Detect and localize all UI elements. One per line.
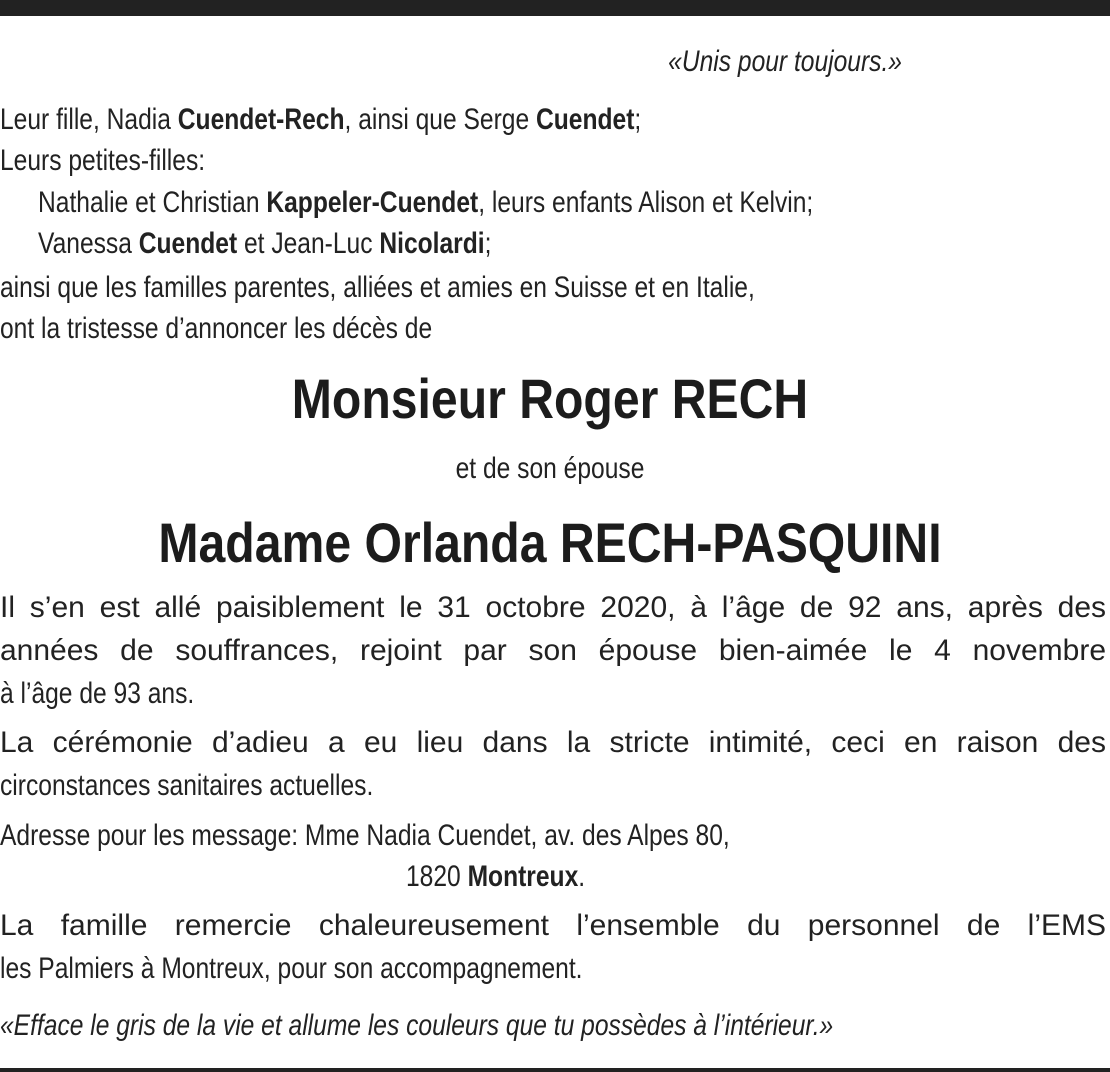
surname: Kappeler-Cuendet — [266, 186, 479, 219]
body-p4-line1: La famille remercie chaleureusement l’ensemble du personnel de l’EMS — [0, 909, 1106, 942]
text-span: , leurs enfants Alison et Kelvin; — [478, 186, 814, 219]
opening-quote: «Unis pour toujours.» — [668, 45, 902, 78]
surname: Cuendet-Rech — [177, 103, 345, 136]
body-p4-line2: les Palmiers à Montreux, pour son accompagnement. — [0, 952, 583, 985]
deceased-name-husband: Monsieur Roger RECH — [291, 367, 809, 430]
bottom-rule — [0, 1068, 1110, 1072]
family-line-daughter — [0, 102, 910, 138]
connector-text: et de son épouse — [455, 452, 645, 485]
body-p2-line2: circonstances sanitaires actuelles. — [0, 769, 374, 802]
body-p2-line1: La cérémonie d’adieu a eu lieu dans la stricte intimité, ceci en raison des — [0, 726, 1106, 759]
top-rule — [0, 0, 1110, 16]
text-span: ; — [484, 227, 492, 260]
text-span: ; — [634, 103, 642, 136]
surname: Cuendet — [535, 103, 635, 136]
text-span: Vanessa — [38, 227, 139, 260]
text-span: . — [578, 860, 586, 893]
address-line2 — [406, 859, 983, 895]
family-line-vanessa — [38, 226, 917, 262]
family-line-kappeler — [38, 185, 917, 221]
deceased-name-wife: Madame Orlanda RECH-PASQUINI — [158, 511, 942, 574]
body-p1-line1: Il s’en est allé paisiblement le 31 octobre 2020, à l’âge de 92 ans, après des — [0, 591, 1106, 624]
text-span: Nathalie et Christian — [38, 186, 267, 219]
body-p1-line2: années de souffrances, rejoint par son épouse bien-aimée le 4 novembre — [0, 634, 1106, 667]
city-name: Montreux — [467, 860, 579, 893]
text-span: et Jean-Luc — [237, 227, 380, 260]
family-line-granddaughters-heading: Leurs petites-filles: — [0, 144, 206, 177]
closing-quote: «Efface le gris de la vie et allume les couleurs que tu possèdes à l’intérieur.» — [0, 1009, 834, 1042]
text-span: Leur fille, Nadia — [0, 103, 178, 136]
body-p1-line3: à l’âge de 93 ans. — [0, 677, 195, 710]
announcement-line: ont la tristesse d’annoncer les décès de — [0, 312, 433, 345]
text-span: , ainsi que Serge — [344, 103, 536, 136]
surname: Nicolardi — [379, 227, 485, 260]
address-line1: Adresse pour les message: Mme Nadia Cuendet, av. des Alpes 80, — [0, 819, 730, 852]
text-span: 1820 — [406, 860, 468, 893]
surname: Cuendet — [138, 227, 238, 260]
family-line-relatives: ainsi que les familles parentes, alliées et amies en Suisse et en Italie, — [0, 271, 755, 304]
